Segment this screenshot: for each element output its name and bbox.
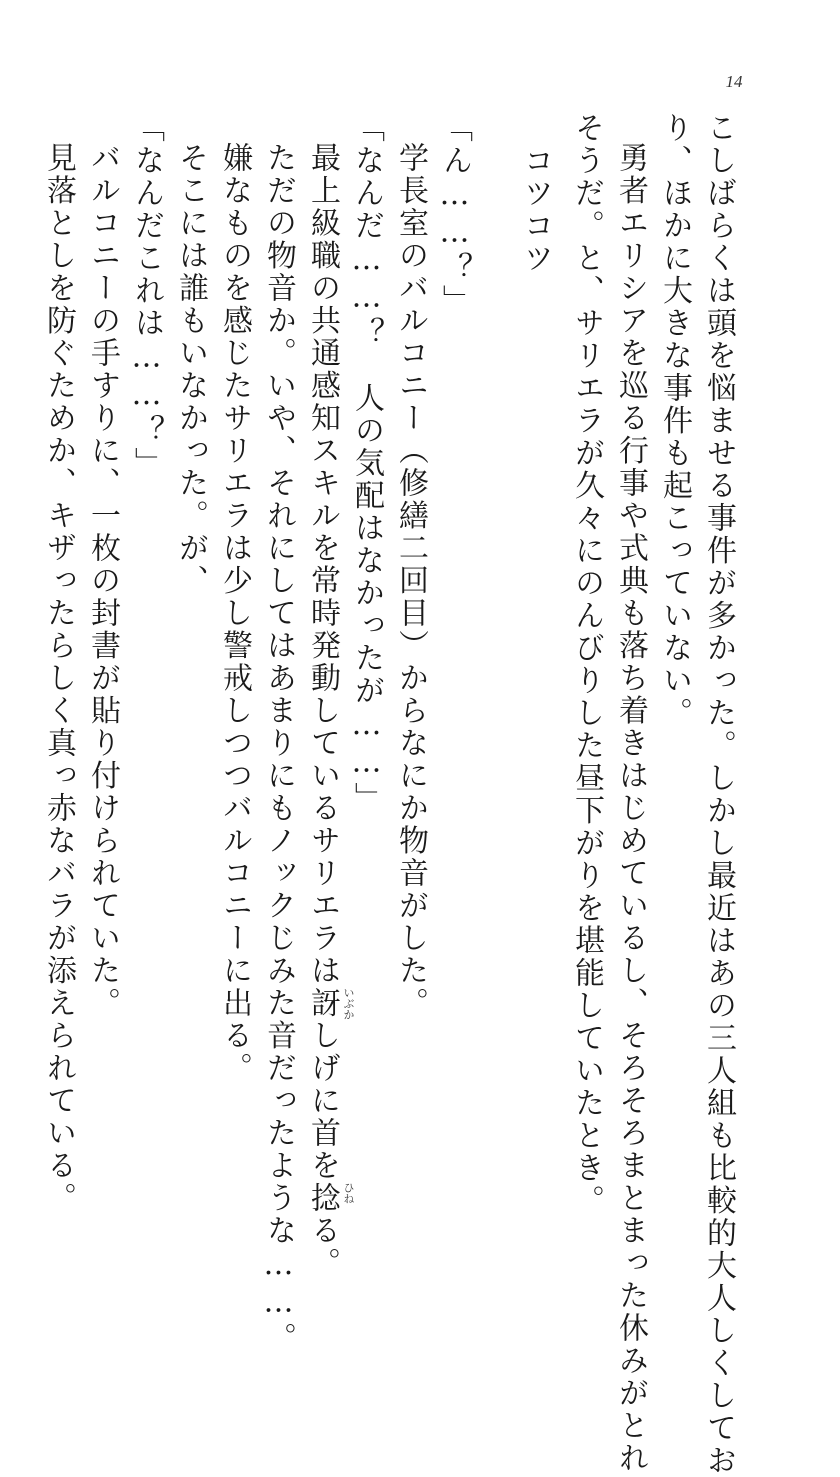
ruby-reading-ifuka: いぶか [342, 987, 355, 1020]
text-column-8: 嫌なものを感じたサリエラは少し警戒しつつバルコニーに出る。 [217, 142, 252, 1085]
text-column-3: 勇者エリシアを巡る行事や式典も落ち着きはじめているし、そろそろまとまった休みがとれ [613, 142, 648, 1475]
ruby-base-hine: 捻 ひね [305, 1182, 355, 1215]
text-column-2: り、ほかに大きな事件も起こっていない。 [657, 112, 692, 730]
dialogue-column-3: 「なんだこれは……？」 [129, 112, 164, 480]
text-column-9: そこには誰もいなかった。が、 [173, 142, 208, 597]
text-column-10: バルコニーの手すりに、一枚の封書が貼り付けられていた。 [85, 142, 120, 1020]
dialogue-column-1: 「ん……？」 [437, 112, 472, 317]
text-column-1: こしばらくは頭を悩ませる事件が多かった。しかし最近はあの三人組も比較的大人しくしてお [701, 112, 736, 1477]
text-column-11: 見落としを防ぐためか、キザったらしく真っ赤なバラが添えられている。 [41, 142, 76, 1215]
text-column-6 [305, 142, 355, 1280]
text-column-5: 学長室のバルコニー（修繕二回目）からなにか物音がした。 [393, 142, 428, 1020]
text-column-4: そうだ。と、サリエラが久々にのんびりした昼下がりを堪能していたとき。 [569, 112, 604, 1217]
ruby-reading-hine: ひね [342, 1182, 355, 1204]
column-6-end: る。 [305, 1214, 340, 1280]
column-6-after-ruby: しげに首を [305, 1019, 340, 1182]
ruby-base-ifuka: 訝 いぶか [305, 987, 355, 1020]
page-number: 14 [725, 72, 743, 91]
column-6-main: 最上級職の共通感知スキルを常時発動しているサリエラは [305, 142, 340, 987]
dialogue-column-2: 「なんだ……？ 人の気配はなかったが……」 [349, 112, 384, 815]
sound-effect-column: コツコツ [518, 145, 553, 275]
text-column-7: ただの物音か。いや、それにしてはあまりにもノックじみた音だったような……。 [261, 142, 296, 1355]
